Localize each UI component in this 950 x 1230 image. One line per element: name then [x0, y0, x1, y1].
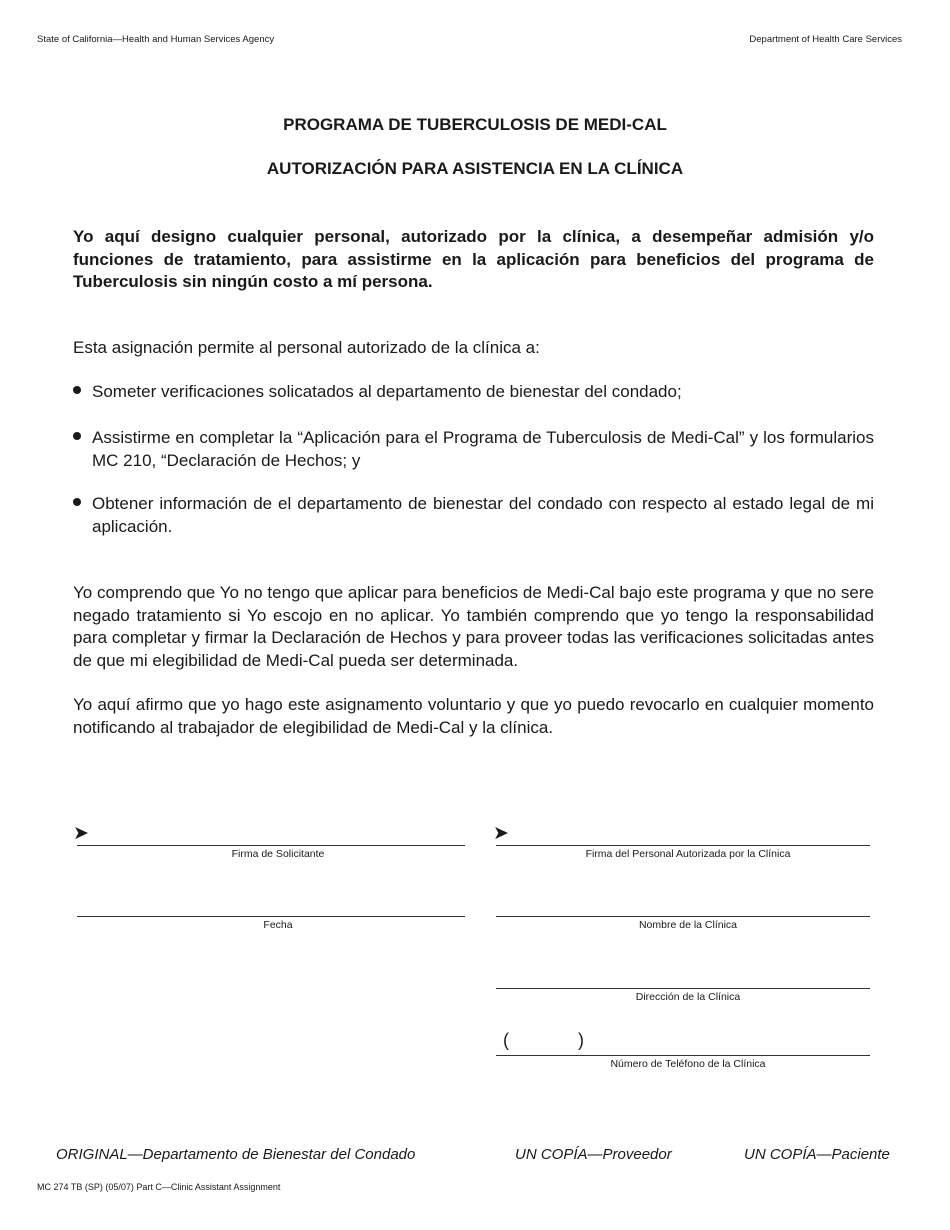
distribution-provider-copy: UN COPÍA—Proveedor: [515, 1146, 672, 1163]
distribution-patient-copy: UN COPÍA—Paciente: [744, 1146, 890, 1163]
department-name: Department of Health Care Services: [749, 34, 902, 45]
bullet-dot: [73, 432, 81, 440]
program-title: PROGRAMA DE TUBERCULOSIS DE MEDI-CAL: [283, 115, 667, 134]
clinic-name-line[interactable]: [496, 916, 870, 917]
bullet-text: Assistirme en completar la “Aplicación para el Programa de Tuberculosis de Medi-Cal” y los formularios MC 210, “Declaración de Hechos; y: [92, 428, 874, 470]
allows-intro: Esta asignación permite al personal autorizado de la clínica a:: [73, 338, 540, 357]
bullet-dot: [73, 386, 81, 394]
date-line[interactable]: [77, 916, 465, 917]
understanding-statement: Yo comprendo que Yo no tengo que aplicar para beneficios de Medi-Cal bajo este programa y que no sere negado tratamiento si Yo escojo en no aplicar. Yo también comprendo que yo tengo la responsabilidad para completar y firmar la Declaración de Hechos y para proveer todas las verificaciones solicitadas antes de que mi elegibilidad de Medi-Cal pueda ser determinada.: [73, 583, 874, 670]
bullet-dot: [73, 498, 81, 506]
clinic-phone-label: Número de Teléfono de la Clínica: [610, 1058, 766, 1070]
designation-statement: Yo aquí designo cualquier personal, autorizado por la clínica, a desempeñar admisión y/o funciones de tratamiento, para assistirme en la aplicación para beneficios del programa de Tuberculosis sin ningún costo a mí persona.: [73, 227, 874, 291]
clinic-staff-signature-line[interactable]: [496, 845, 870, 846]
clinic-name-label: Nombre de la Clínica: [638, 919, 738, 931]
arrow-icon: ➤: [493, 823, 509, 844]
applicant-signature-label: Firma de Solicitante: [231, 848, 325, 860]
area-code-open-paren: (: [503, 1030, 509, 1050]
bullet-text: Obtener información de el departamento de bienestar del condado con respecto al estado legal de mi aplicación.: [92, 494, 874, 536]
distribution-original: ORIGINAL—Departamento de Bienestar del Condado: [56, 1146, 416, 1163]
bullet-text: Someter verificaciones solicatados al departamento de bienestar del condado;: [92, 382, 682, 401]
clinic-staff-signature-label: Firma del Personal Autorizada por la Clínica: [585, 848, 791, 860]
clinic-address-label: Dirección de la Clínica: [635, 991, 741, 1003]
area-code-close-paren: ): [578, 1030, 584, 1050]
affirmation-statement: Yo aquí afirmo que yo hago este asignamento voluntario y que yo puedo revocarlo en cualquier momento notificando al trabajador de elegibilidad de Medi-Cal y la clínica.: [73, 695, 874, 737]
applicant-signature-line[interactable]: [77, 845, 465, 846]
form-title: AUTORIZACIÓN PARA ASISTENCIA EN LA CLÍNICA: [266, 159, 684, 178]
clinic-address-line[interactable]: [496, 988, 870, 989]
agency-name: State of California—Health and Human Services Agency: [37, 34, 275, 45]
date-label: Fecha: [263, 919, 293, 931]
form-id: MC 274 TB (SP) (05/07) Part C—Clinic Assistant Assignment: [37, 1182, 281, 1192]
arrow-icon: ➤: [73, 823, 89, 844]
clinic-phone-line[interactable]: [496, 1055, 870, 1056]
